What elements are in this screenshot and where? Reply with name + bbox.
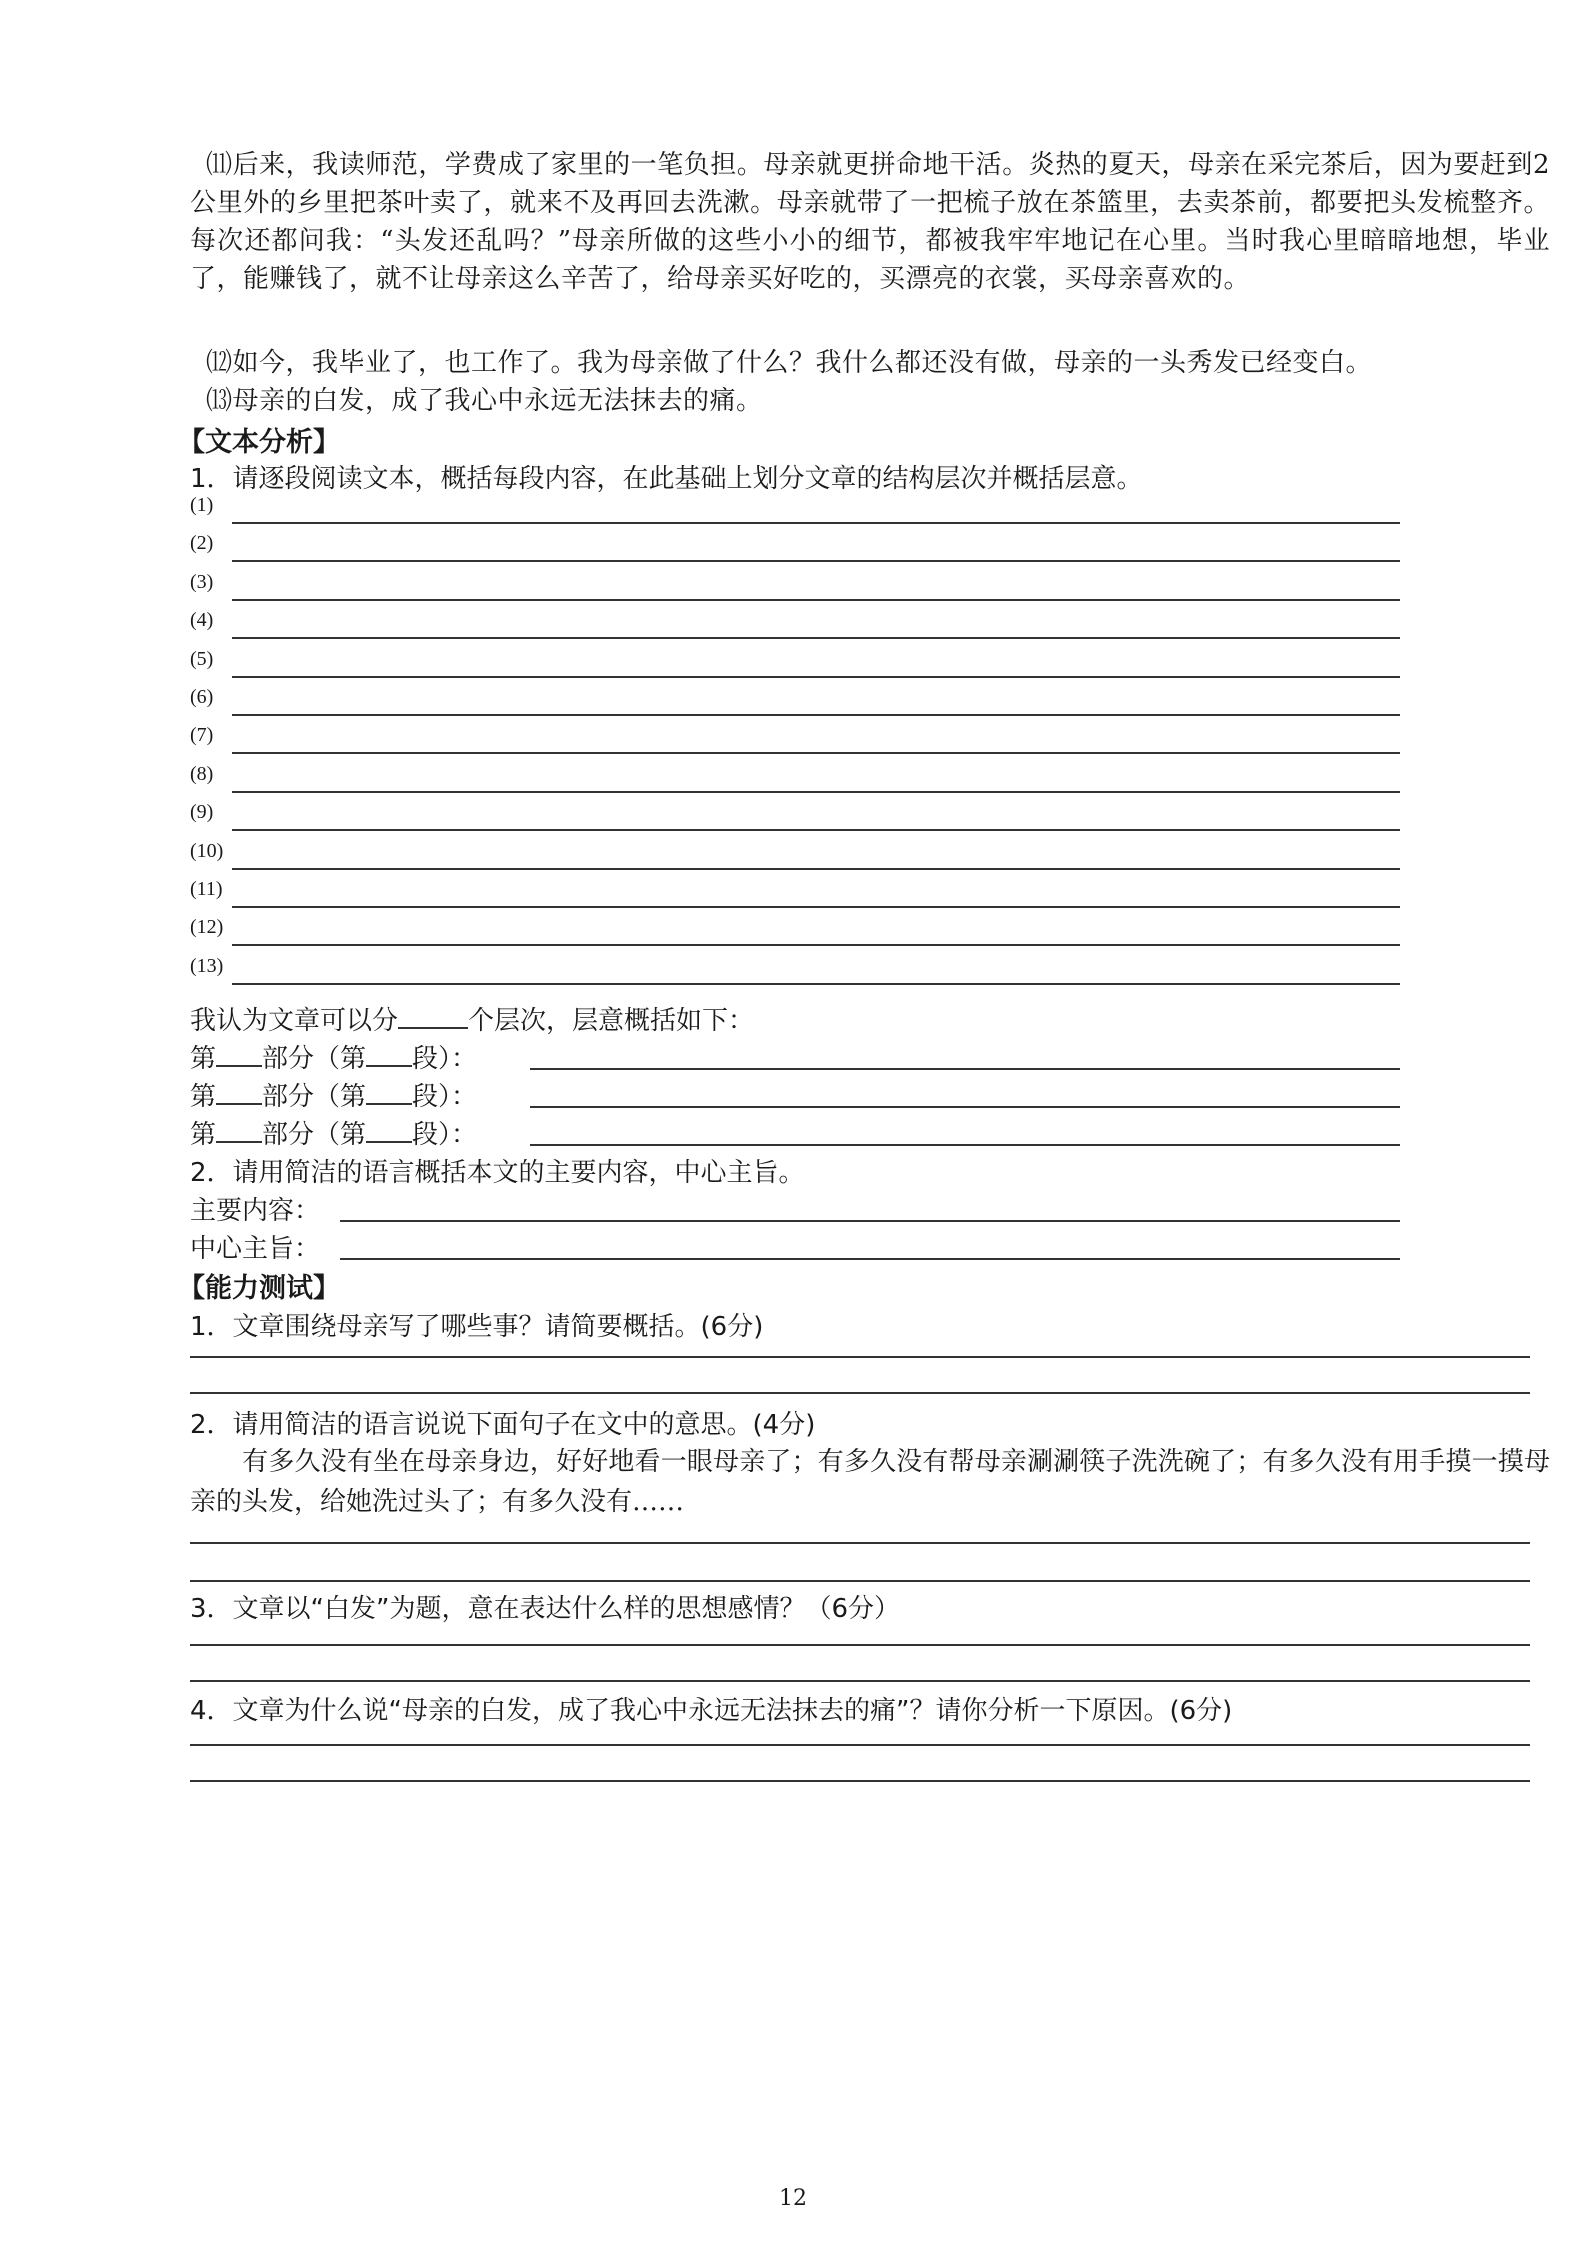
summary-answer-line[interactable]	[232, 906, 1400, 908]
part-summary-line-3[interactable]	[530, 1144, 1400, 1146]
main-content-label: 主要内容：	[190, 1196, 321, 1226]
summary-row-number: (7)	[190, 724, 214, 747]
summary-row	[190, 763, 1400, 793]
answer-line-q2-1[interactable]	[190, 1542, 1530, 1544]
summary-row	[190, 609, 1400, 639]
test-question-2-quote	[190, 1442, 1550, 1522]
summary-answer-line[interactable]	[232, 560, 1400, 562]
summary-row	[190, 916, 1400, 946]
analysis-question-2: 2．请用简洁的语言概括本文的主要内容，中心主旨。	[190, 1158, 805, 1188]
part-paragraph-label: 部分（第	[262, 1044, 367, 1074]
summary-row	[190, 724, 1400, 754]
summary-row-number: (12)	[190, 916, 224, 939]
summary-row-number: (10)	[190, 839, 224, 862]
part-row-2	[190, 1076, 477, 1113]
summary-answer-line[interactable]	[232, 637, 1400, 639]
page-number: 12	[779, 2186, 807, 2211]
answer-line-q3-1[interactable]	[190, 1644, 1530, 1646]
summary-answer-line[interactable]	[232, 983, 1400, 985]
summary-row	[190, 532, 1400, 562]
part-label: 第	[190, 1082, 217, 1112]
answer-line-q2-2[interactable]	[190, 1580, 1530, 1582]
paragraph-range-blank[interactable]	[366, 1041, 412, 1067]
paragraph-12	[190, 344, 1550, 382]
summary-answer-line[interactable]	[232, 791, 1400, 793]
summary-row-number: (8)	[190, 762, 214, 785]
summary-row	[190, 648, 1400, 678]
part-number-blank[interactable]	[216, 1117, 262, 1143]
part-summary-line-1[interactable]	[530, 1068, 1400, 1070]
analysis-question-1: 1．请逐段阅读文本，概括每段内容，在此基础上划分文章的结构层次并概括层意。	[190, 464, 1143, 494]
text-analysis-heading: 【文本分析】	[178, 427, 340, 458]
paragraph-13	[190, 382, 1550, 420]
part-label: 第	[190, 1044, 217, 1074]
summary-answer-line[interactable]	[232, 752, 1400, 754]
summary-answer-line[interactable]	[232, 829, 1400, 831]
paragraph-12-text: ⑿如今，我毕业了，也工作了。我为母亲做了什么？我什么都还没有做，母亲的一头秀发已经变白。	[206, 348, 1373, 378]
ability-test-heading: 【能力测试】	[178, 1273, 340, 1304]
summary-answer-line[interactable]	[232, 868, 1400, 870]
summary-row	[190, 686, 1400, 716]
paragraph-range-blank[interactable]	[366, 1117, 412, 1143]
part-number-blank[interactable]	[216, 1079, 262, 1105]
quote-text: 有多久没有坐在母亲身边，好好地看一眼母亲了；有多久没有帮母亲涮涮筷子洗洗碗了；有多久没有用手摸一摸母亲的头发，给她洗过头了；有多久没有……	[190, 1447, 1550, 1517]
answer-line-q1-1[interactable]	[190, 1356, 1530, 1358]
summary-row-number: (11)	[190, 878, 223, 900]
layer-count-prefix: 我认为文章可以分	[190, 1006, 399, 1036]
summary-row-number: (2)	[190, 532, 214, 555]
part-paragraph-label: 部分（第	[262, 1120, 367, 1150]
summary-row-number: (6)	[190, 686, 214, 708]
answer-line-q3-2[interactable]	[190, 1680, 1530, 1682]
summary-answer-line[interactable]	[232, 714, 1400, 716]
summary-row-number: (1)	[190, 494, 214, 516]
paragraph-11	[190, 146, 1550, 298]
test-question-1: 1．文章围绕母亲写了哪些事？请简要概括。(6分)	[190, 1312, 764, 1342]
summary-row	[190, 878, 1400, 908]
summary-row	[190, 494, 1400, 524]
summary-row	[190, 955, 1400, 985]
central-idea-line[interactable]	[340, 1258, 1400, 1260]
summary-row-number: (4)	[190, 609, 214, 632]
summary-row-number: (13)	[190, 954, 224, 977]
part-number-blank[interactable]	[216, 1041, 262, 1067]
part-summary-line-2[interactable]	[530, 1106, 1400, 1108]
part-paragraph-label: 部分（第	[262, 1082, 367, 1112]
paragraph-13-text: ⒀母亲的白发，成了我心中永远无法抹去的痛。	[206, 386, 763, 416]
summary-row	[190, 801, 1400, 831]
summary-row	[190, 571, 1400, 601]
test-question-4: 4．文章为什么说“母亲的白发，成了我心中永远无法抹去的痛”？请你分析一下原因。(6分)	[190, 1696, 1233, 1726]
summary-answer-line[interactable]	[232, 676, 1400, 678]
part-label: 第	[190, 1120, 217, 1150]
main-content-line[interactable]	[340, 1220, 1400, 1222]
part-row-3	[190, 1114, 477, 1151]
summary-row-number: (9)	[190, 801, 214, 824]
summary-answer-line[interactable]	[232, 599, 1400, 601]
part-colon-label: 段）：	[412, 1082, 478, 1112]
paragraph-range-blank[interactable]	[366, 1079, 412, 1105]
part-row-1	[190, 1038, 477, 1075]
summary-answer-line[interactable]	[232, 944, 1400, 946]
paragraph-11-text: ⑾后来，我读师范，学费成了家里的一笔负担。母亲就更拼命地干活。炎热的夏天，母亲在采完茶后，因为要赶到2公里外的乡里把茶叶卖了，就来不及再回去洗漱。母亲就带了一把梳子放在茶篮里，去卖茶前，都要把头发梳整齐。每次还都问我：“头发还乱吗？”母亲所做的这些小小的细节，都被我牢牢地记在心里。当时我心里暗暗地想，毕业了，能赚钱了，就不让母亲这么辛苦了，给母亲买好吃的，买漂亮的衣裳，买母亲喜欢的。	[190, 150, 1550, 294]
answer-line-q1-2[interactable]	[190, 1392, 1530, 1394]
part-colon-label: 段）：	[412, 1120, 478, 1150]
part-colon-label: 段）：	[412, 1044, 478, 1074]
summary-answer-line[interactable]	[232, 522, 1400, 524]
layer-count-row	[190, 1000, 754, 1037]
summary-row	[190, 840, 1400, 870]
test-question-2: 2．请用简洁的语言说说下面句子在文中的意思。(4分)	[190, 1410, 816, 1440]
summary-row-number: (5)	[190, 647, 214, 670]
layer-count-suffix: 个层次，层意概括如下：	[468, 1006, 755, 1036]
summary-row-number: (3)	[190, 570, 214, 593]
answer-line-q4-1[interactable]	[190, 1744, 1530, 1746]
layer-count-blank[interactable]	[398, 1003, 468, 1029]
central-idea-label: 中心主旨：	[190, 1234, 321, 1264]
answer-line-q4-2[interactable]	[190, 1780, 1530, 1782]
test-question-3: 3．文章以“白发”为题，意在表达什么样的思想感情？（6分）	[190, 1594, 901, 1624]
